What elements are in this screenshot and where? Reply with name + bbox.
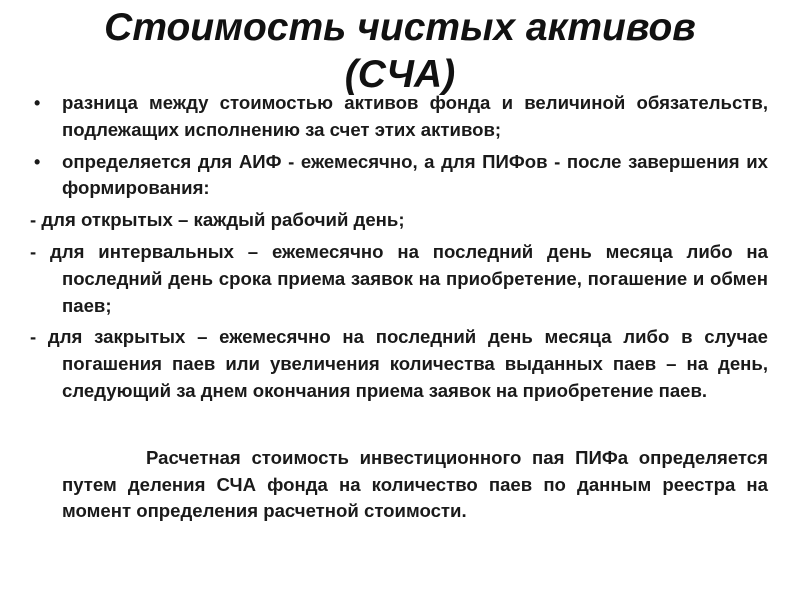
bullet-marker: •: [34, 151, 41, 172]
bullet-text: определяется для АИФ - ежемесячно, а для ПИФов - после завершения их формирования:: [62, 150, 768, 199]
bullet-item-definition: [30, 90, 768, 144]
dash-item-open-funds: - для открытых – каждый рабочий день;: [30, 209, 405, 231]
bullet-list: [30, 90, 768, 202]
bullet-item-frequency: [30, 149, 768, 203]
bullet-text: разница между стоимостью активов фонда и величиной обязательств, подлежащих исполнению за счет этих активов;: [62, 92, 768, 140]
bullet-marker: •: [34, 93, 41, 113]
dash-item-closed-funds: - для закрытых – ежемесячно на последний день месяца либо в случае погашения паев или увеличения количества выданных паев – на день, следующий за днем окончания приема заявок на приобретение паев.: [30, 326, 768, 401]
summary-paragraph: Расчетная стоимость инвестиционного пая ПИФа определяется путем деления СЧА фонда на количество паев по данным реестра на момент определения расчетной стоимости.: [62, 446, 768, 522]
slide-title: Стоимость чистых активов (СЧА): [104, 6, 696, 96]
slide-body: [30, 90, 768, 525]
dash-item-interval-funds: - для интервальных – ежемесячно на последний день месяца либо на последний день срока приема заявок на приобретение, погашение и обмен паев;: [30, 240, 768, 316]
